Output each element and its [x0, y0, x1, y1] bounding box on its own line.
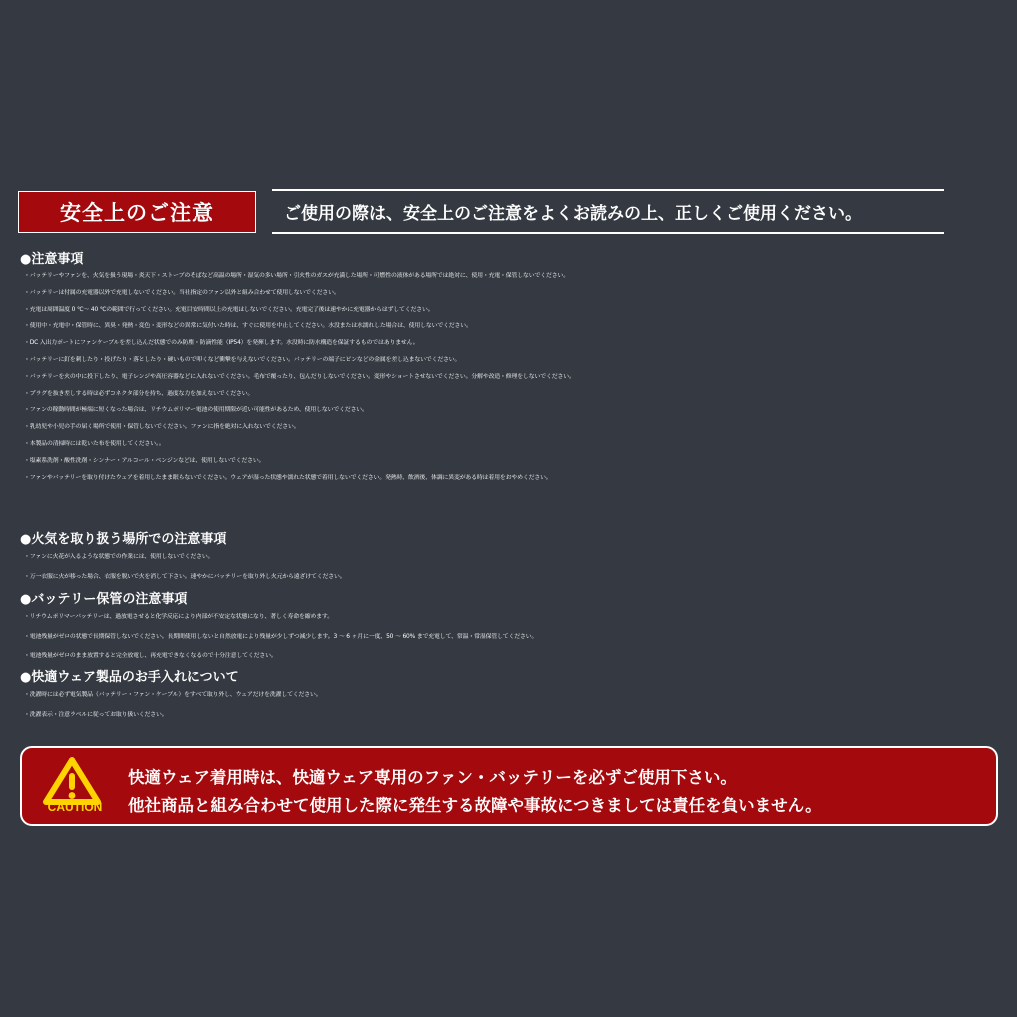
list-item: ・電池残量がゼロのまま放置すると完全放電し、再充電できなくなるので十分注意してください。 [24, 653, 277, 659]
section-precautions [20, 251, 1010, 486]
list-item: ・洗濯表示・注意ラベルに従ってお取り扱いください。 [24, 711, 168, 718]
safety-title-badge [18, 191, 256, 233]
section-title: ●快適ウェア製品のお手入れについて [20, 670, 239, 685]
caution-label: CAUTION [47, 800, 103, 814]
list-item: ・万一衣服に火が移った場合、衣服を脱いで火を消して下さい。速やかにバッテリーを取り外し火元から遠ざけてください。 [24, 573, 346, 580]
section-title: ●バッテリー保管の注意事項 [20, 592, 188, 607]
item-list [20, 548, 1010, 587]
list-item: ・リチウムポリマーバッテリーは、過放電させると化学反応により内部が不安定な状態になり、著しく寿命を縮めます。 [24, 614, 333, 620]
list-item: ・DC 入出力ポートにファンケーブルを差し込んだ状態でのみ防塵・防滴性能（IP54）を発揮します。水没時に防水構造を保証するものではありません。 [24, 340, 419, 347]
section-fire-handling [20, 531, 1010, 587]
caution-line-1: 快適ウェア着用時は、快適ウェア専用のファン・バッテリーを必ずご使用下さい。 [128, 768, 737, 787]
item-list [20, 608, 1010, 667]
list-item: ・ファンやバッテリーを取り付けたウェアを着用したまま眠らないでください。ウェアが湿った状態や濡れた状態で着用しないでください。発熱時、飲酒後、体調に異変がある時は着用をおやめください。 [24, 474, 552, 481]
caution-banner [20, 746, 998, 826]
section-title: ●火気を取り扱う場所での注意事項 [20, 532, 227, 547]
header-subtitle: ご使用の際は、安全上のご注意をよくお読みの上、正しくご使用ください。 [284, 204, 862, 224]
list-item: ・バッテリーに釘を刺したり・投げたり・落としたり・硬いもので叩くなど衝撃を与えないでください。バッテリーの端子にピンなどの金属を差し込まないでください。 [24, 356, 461, 363]
list-item: ・バッテリーやファンを、火気を扱う現場・炎天下・ストーブのそばなど高温の場所・湿気の多い場所・引火性のガスが充満した場所・可燃性の液体がある場所では絶対に、使用・充電・保管しないでください。 [24, 273, 569, 279]
list-item: ・バッテリーは付属の充電器以外で充電しないでください。当社指定のファン以外と組み合わせて使用しないでください。 [24, 289, 340, 296]
list-item: ・バッテリーを火の中に投下したり、電子レンジや高圧容器などに入れないでください。毛布で覆ったり、包んだりしないでください。変形やショートさせないでください。分解や改造・修理をしないでください。 [24, 373, 575, 380]
item-list [20, 268, 1010, 486]
list-item: ・本製品の清掃時には乾いた布を使用してください。。 [24, 440, 165, 447]
list-item: ・洗濯時には必ず電気製品（バッテリー・ファン・ケーブル）をすべて取り外し、ウェアだけを洗濯してください。 [24, 692, 322, 698]
list-item: ・乳幼児や小児の手の届く場所で使用・保管しないでください。ファンに指を絶対に入れないでください。 [24, 424, 300, 431]
section-battery-storage [20, 591, 1010, 667]
item-list [20, 686, 1010, 725]
list-item: ・充電は周囲温度 0 ℃〜 40 ℃の範囲で行ってください。充電目安時間以上の充電はしないでください。充電完了後は速やかに充電器からはずしてください。 [24, 306, 434, 313]
list-item: ・塩素系洗剤・酸性洗剤・シンナー・アルコール・ベンジンなどは、使用しないでください。 [24, 457, 265, 464]
list-item: ・電池残量がゼロの状態で長期保管しないでください。長期間使用しないと自然放電により残量が少しずつ減少します。3 〜 6 ヶ月に一度、50 〜 60% まで充電して、常温・常湿保管してください。 [24, 633, 538, 640]
section-wear-care [20, 669, 1010, 725]
header-top-rule [272, 189, 944, 191]
caution-line-2: 他社商品と組み合わせて使用した際に発生する故障や事故につきましては責任を負いません。 [128, 796, 822, 815]
list-item: ・プラグを抜き差しする時は必ずコネクタ部分を持ち、過度な力を加えないでください。 [24, 390, 254, 397]
list-item: ・ファンの稼動時間が極端に短くなった場合は、リチウムポリマー電池の使用期限が近い可能性があるため、使用しないでください。 [24, 407, 368, 414]
safety-title: 安全上のご注意 [60, 201, 214, 225]
header-bottom-rule [272, 232, 944, 234]
list-item: ・使用中・充電中・保管時に、異臭・発熱・変色・変形などの異常に気付いた時は、すぐに使用を中止してください。水没または水濡れした場合は、使用しないでください。 [24, 323, 472, 330]
section-title: ●注意事項 [20, 252, 84, 267]
list-item: ・ファンに火花が入るような状態での作業には、使用しないでください。 [24, 554, 214, 560]
